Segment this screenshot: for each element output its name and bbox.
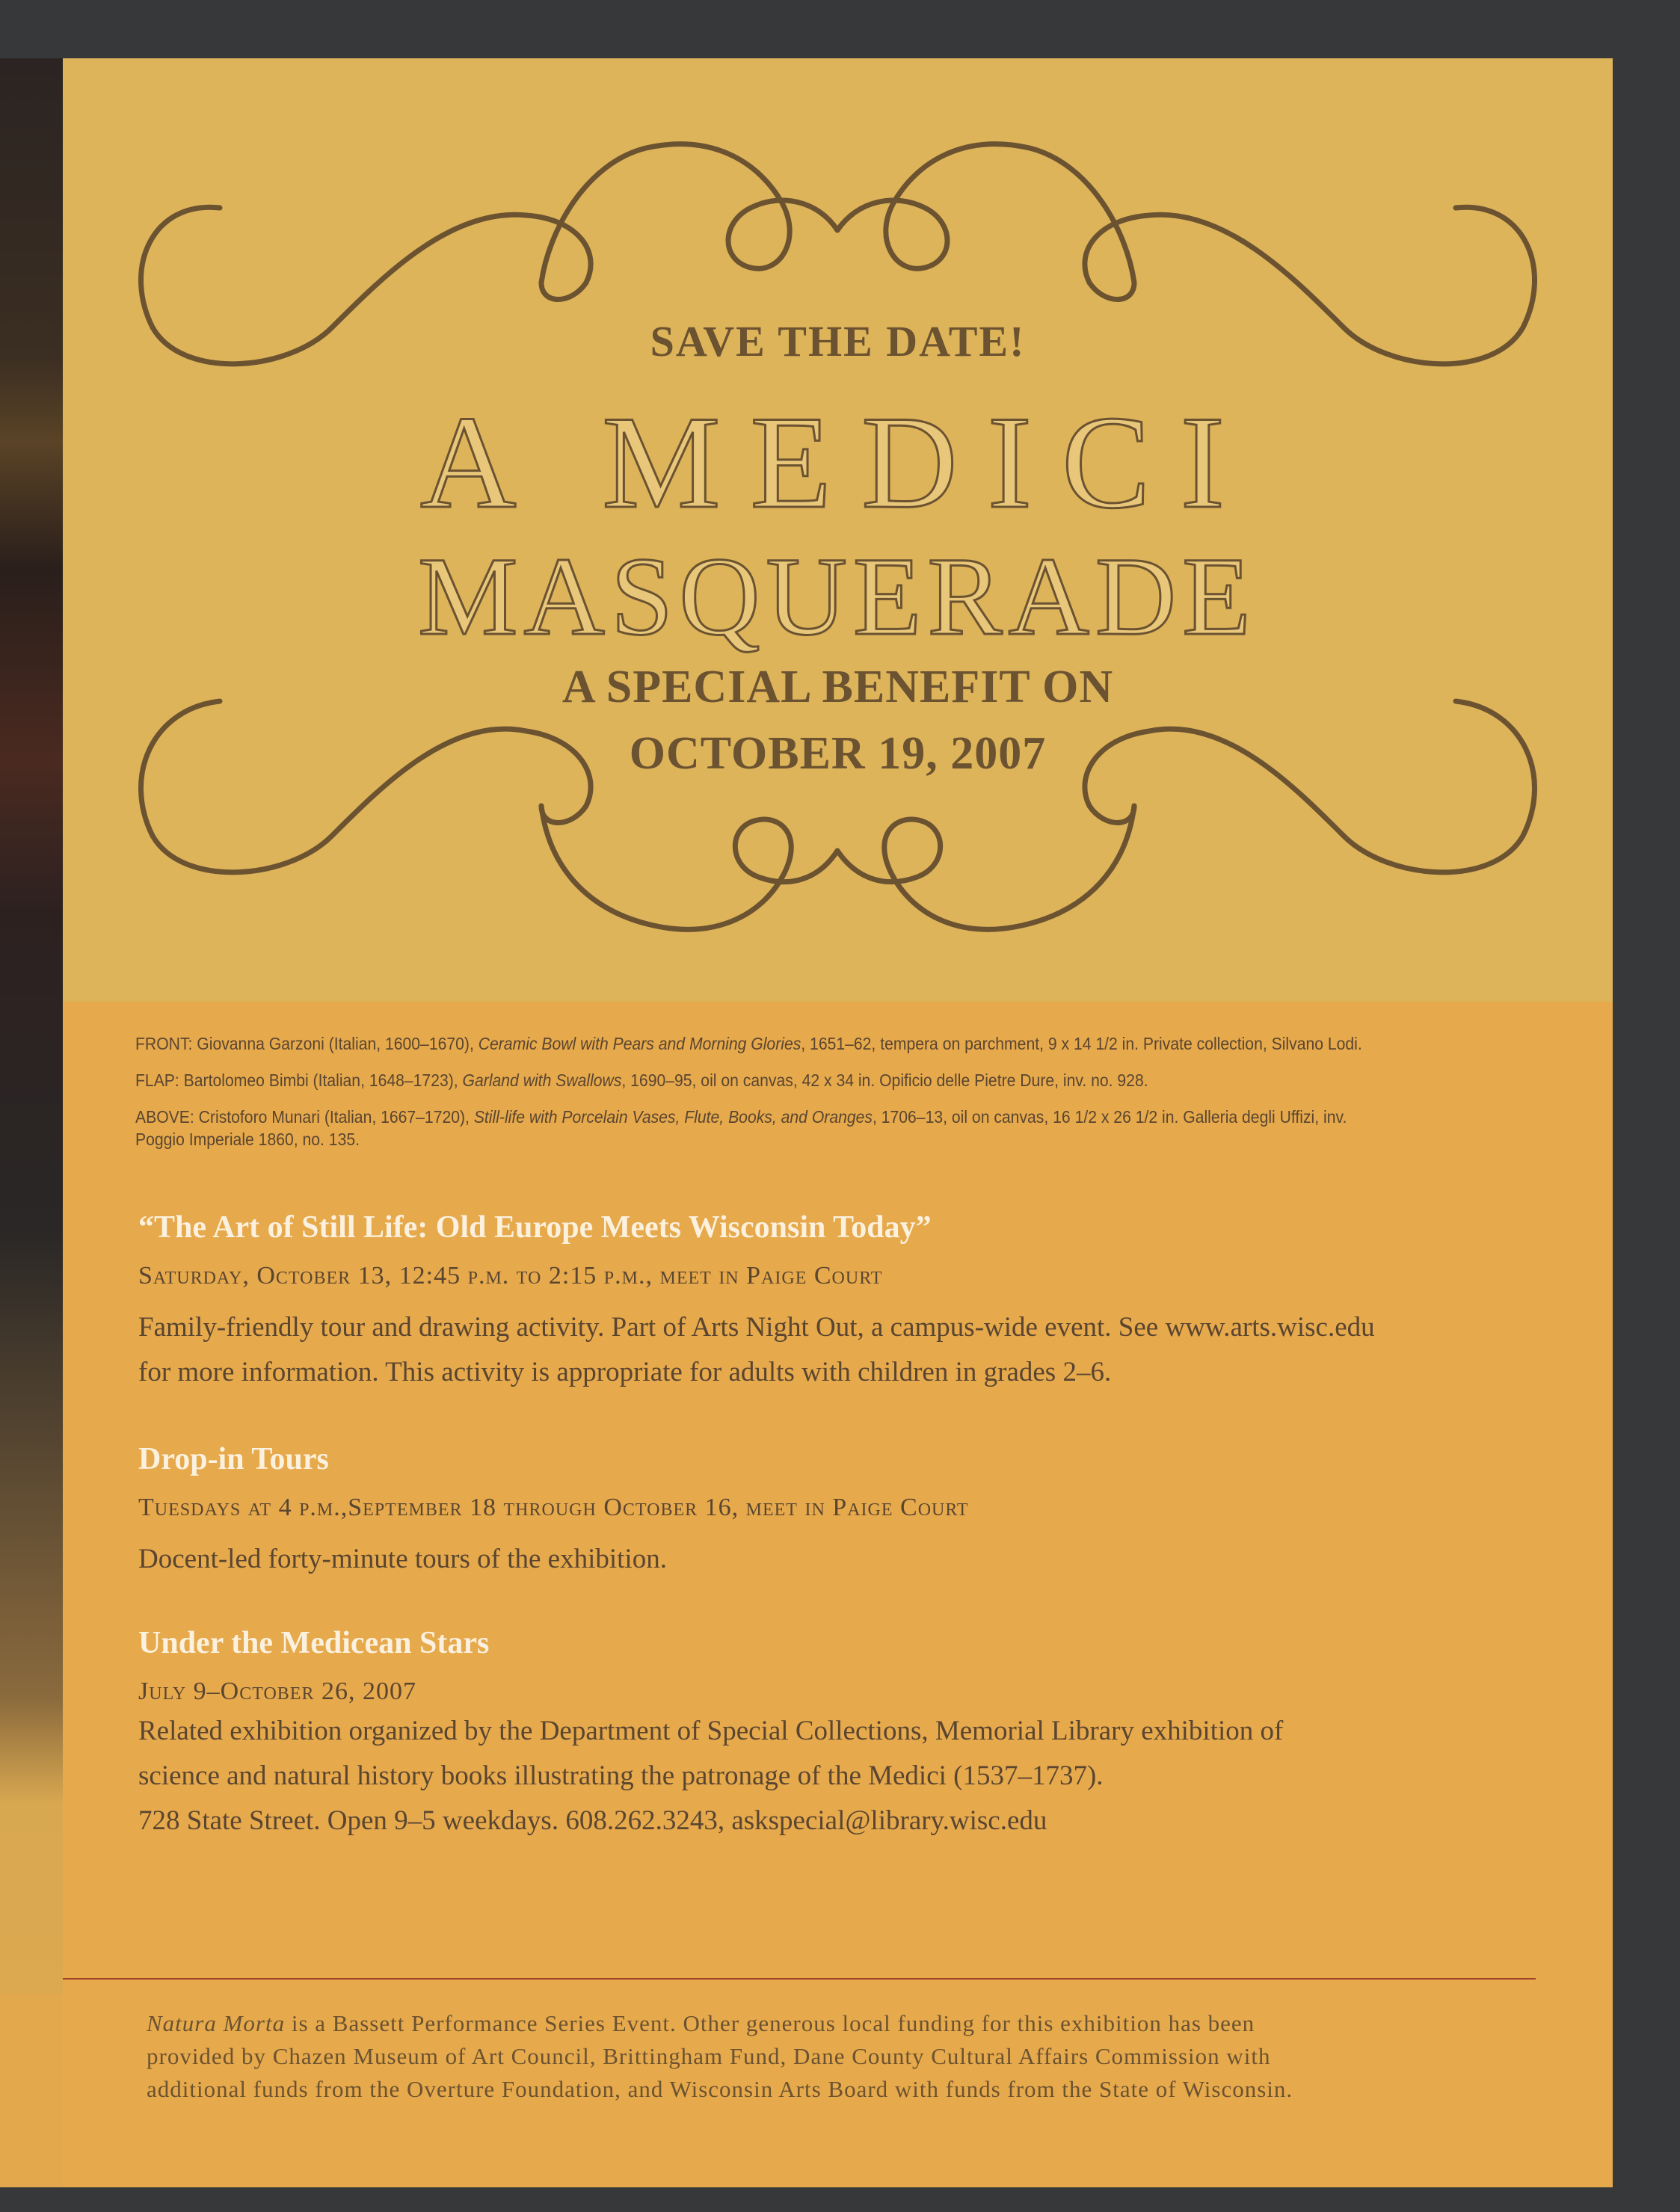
benefit-subtitle: A SPECIAL BENEFIT ON (561, 662, 1114, 712)
events-list (138, 1210, 1581, 1881)
event-title-drop-in: Drop-in Tours (138, 1442, 329, 1476)
save-the-date-heading: SAVE THE DATE! (650, 317, 1026, 366)
title-line-medici: A MEDICI (419, 388, 1255, 536)
event-drop-in-tours (138, 1441, 1581, 1582)
title-line-masquerade: MASQUERADE (418, 534, 1257, 659)
event-still-life (138, 1210, 1581, 1395)
credit-front: FRONT: Giovanna Garzoni (Italian, 1600–1670), Ceramic Bowl with Pears and Morning Glories, 1651–62, tempera on parchment, 9 x 14 1/2 in. Private collection, Silvano Lodi. (135, 1034, 1362, 1053)
event-description: Docent-led forty-minute tours of the exhibition. (138, 1544, 667, 1574)
save-the-date-panel (63, 58, 1613, 1002)
credit-flap: FLAP: Bartolomeo Bimbi (Italian, 1648–1723), Garland with Swallows, 1690–95, oil on canvas, 42 x 34 in. Opificio delle Pietre Dure, inv. no. 928. (135, 1070, 1148, 1090)
brochure-page (63, 58, 1613, 2187)
event-title-still-life: “The Art of Still Life: Old Europe Meets Wisconsin Today” (138, 1210, 932, 1245)
divider-rule (63, 1978, 1536, 1980)
event-medicean-stars (138, 1625, 1581, 1843)
event-title (63, 387, 1613, 671)
event-title-medicean: Under the Medicean Stars (138, 1626, 490, 1660)
event-when: July 9–October 26, 2007 (138, 1678, 416, 1705)
event-when: Saturday, October 13, 12:45 p.m. to 2:15 p.m., meet in Paige Court (138, 1262, 883, 1290)
funding-acknowledgement: Natura Morta is a Bassett Performance Series Event. Other generous local funding for this exhibition has been provided by Chazen Museum of Art Council, Brittingham Fund, Dane County Cultural Affairs Commission with additional funds from the Overture Foundation, and Wisconsin Arts Board with funds from the State of Wisconsin. (147, 2010, 1293, 2102)
benefit-date: OCTOBER 19, 2007 (629, 728, 1047, 779)
artwork-credits (135, 1032, 1442, 1165)
credit-above: ABOVE: Cristoforo Munari (Italian, 1667–1720), Still-life with Porcelain Vases, Flute, Books, and Oranges, 1706–13, oil on canvas, 16 1/2 x 26 1/2 in. Galleria degli Uffizi, inv. Poggio Imperiale 1860, no. 135. (135, 1107, 1347, 1149)
event-when: Tuesdays at 4 p.m.,September 18 through October 16, meet in Paige Court (138, 1494, 969, 1521)
flap-edge-image (0, 58, 63, 2187)
event-description: Related exhibition organized by the Department of Special Collections, Memorial Library exhibition of science and natural history books illustrating the patronage of the Medici (1537–1737). 728 State Street. Open 9–5 weekdays. 608.262.3243, askspecial@library.wisc.edu (138, 1716, 1284, 1836)
event-description: Family-friendly tour and drawing activity. Part of Arts Night Out, a campus-wide event. See www.arts.wisc.edu for more information. This activity is appropriate for adults with children in grades 2–6. (138, 1312, 1375, 1387)
